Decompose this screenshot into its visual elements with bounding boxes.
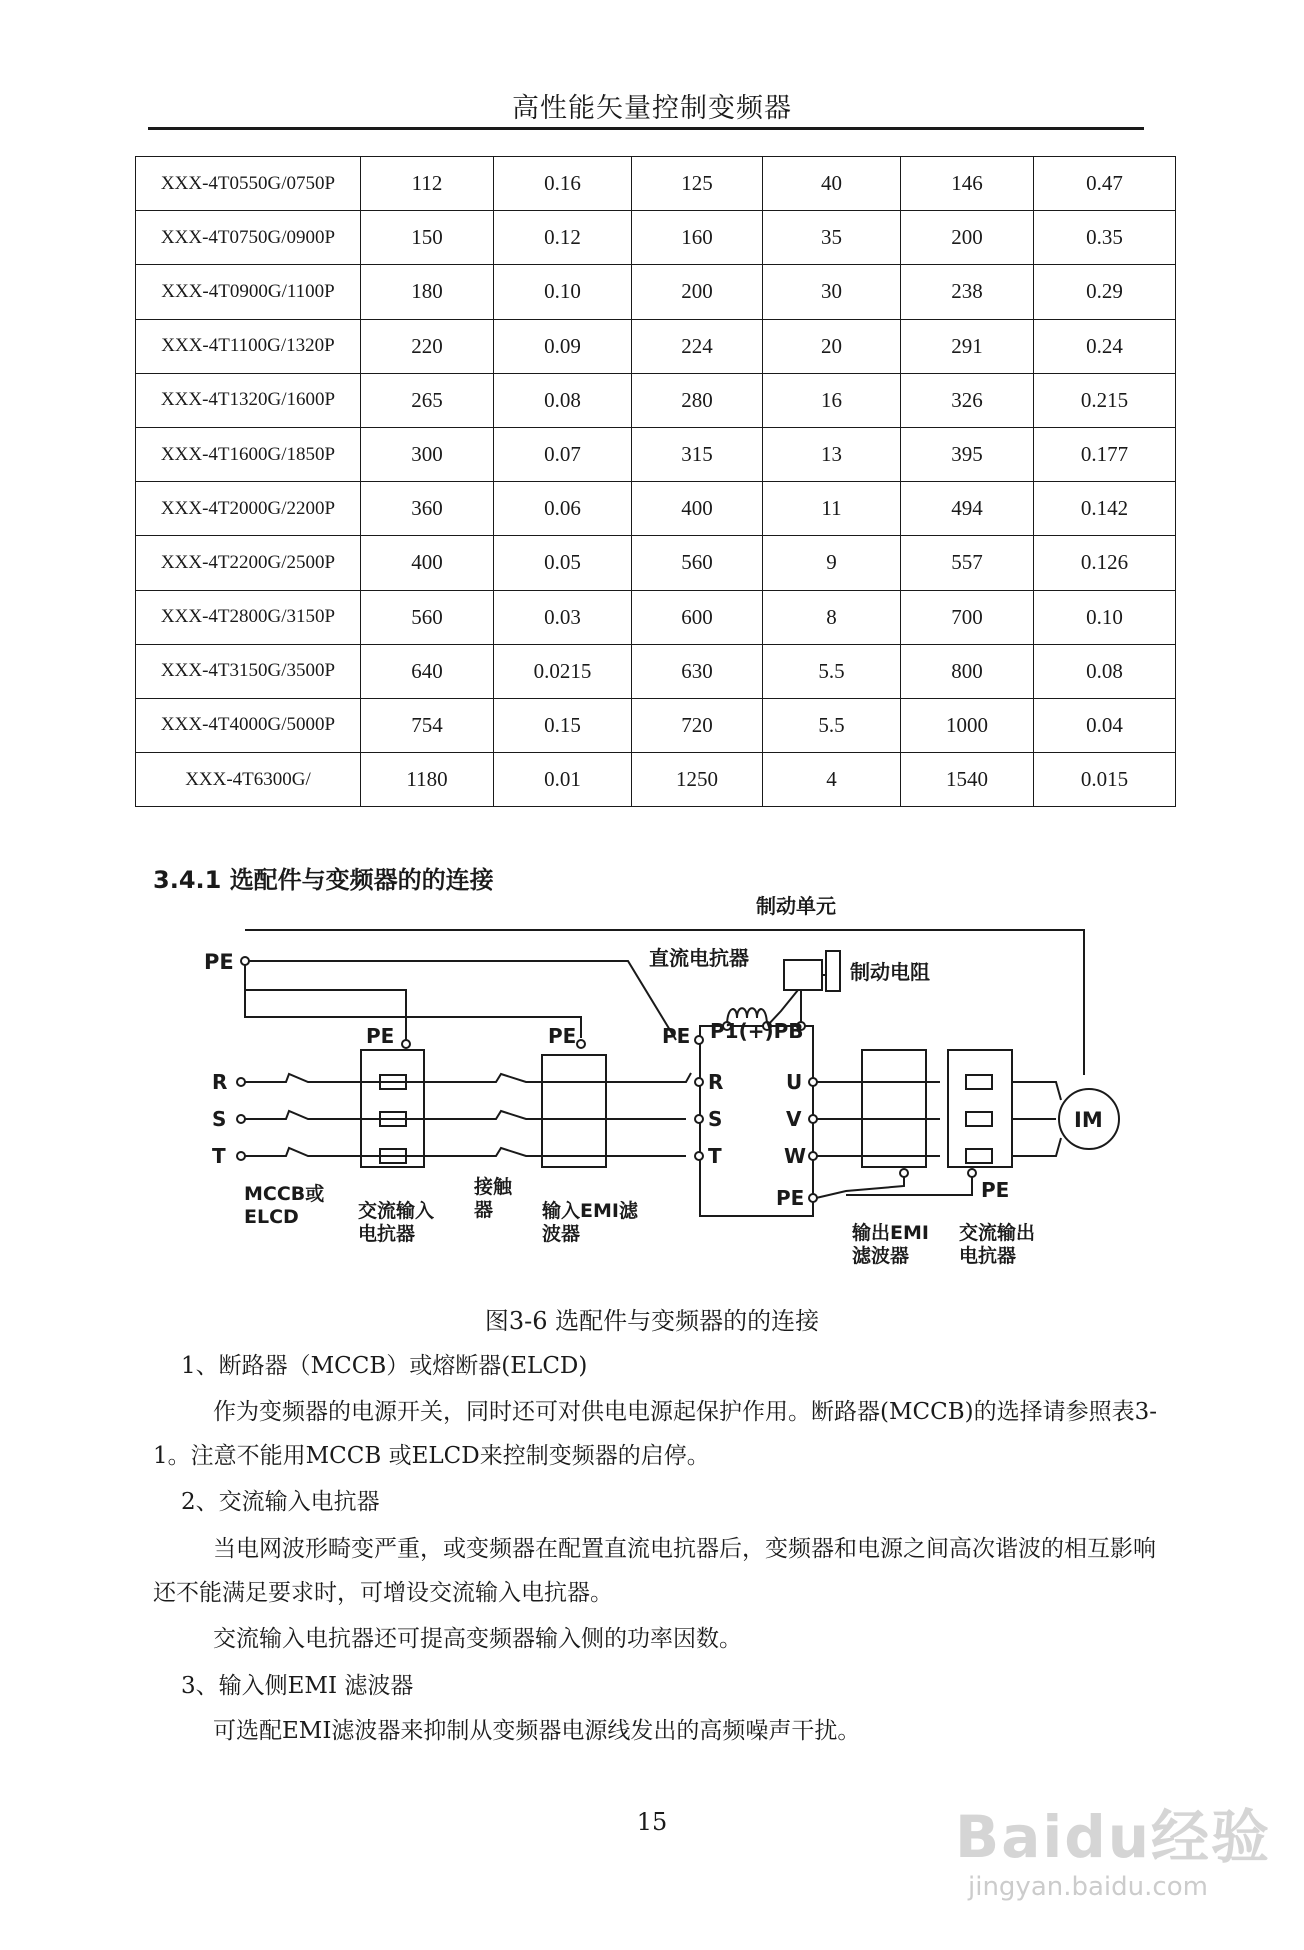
table-cell-value: 9 [763, 536, 901, 590]
brake-unit-box [784, 960, 822, 990]
label-pe-left: PE [204, 950, 234, 974]
table-row [136, 644, 1176, 698]
table-cell-value: 5.5 [763, 698, 901, 752]
table-cell-value: 112 [361, 157, 494, 211]
table-cell-value: 0.06 [494, 482, 632, 536]
table-cell-value: 600 [632, 590, 763, 644]
table-cell-model: XXX-4T2200G/2500P [136, 536, 361, 590]
label-brake-resistor: 制动电阻 [850, 960, 930, 984]
table-cell-value: 0.15 [494, 698, 632, 752]
table-cell-model: XXX-4T2000G/2200P [136, 482, 361, 536]
table-cell-value: 16 [763, 373, 901, 427]
table-row [136, 211, 1176, 265]
table-cell-value: 400 [632, 482, 763, 536]
label-pe-ac-in: PE [366, 1024, 395, 1048]
paragraph-ac-reactor-heading: 2、交流输入电抗器 [181, 1489, 380, 1515]
pe-ground-line-ac-in [245, 961, 581, 1038]
label-ac-in-2: 电抗器 [358, 1223, 416, 1245]
table-cell-value: 1180 [361, 753, 494, 807]
table-cell-value: 557 [901, 536, 1034, 590]
label-v: V [786, 1107, 802, 1131]
table-cell-model: XXX-4T1100G/1320P [136, 319, 361, 373]
table-cell-value: 200 [901, 211, 1034, 265]
ac-output-coil-2 [966, 1112, 992, 1126]
table-cell-value: 1540 [901, 753, 1034, 807]
table-cell-value: 0.215 [1034, 373, 1176, 427]
table-cell-value: 40 [763, 157, 901, 211]
header-rule [148, 127, 1144, 130]
table-cell-value: 0.015 [1034, 753, 1176, 807]
table-row [136, 753, 1176, 807]
label-s-inverter: S [708, 1107, 723, 1131]
label-p1-pb: P1(+)PB [710, 1019, 804, 1043]
label-dc-reactor: 直流电抗器 [649, 946, 749, 970]
table-cell-value: 700 [901, 590, 1034, 644]
label-contactor-1: 接触 [474, 1176, 513, 1198]
spec-table [135, 156, 1176, 807]
table-cell-value: 0.35 [1034, 211, 1176, 265]
label-pe-inverter-out: PE [776, 1186, 805, 1210]
table-cell-model: XXX-4T0550G/0750P [136, 157, 361, 211]
label-mccb-2: ELCD [244, 1206, 299, 1228]
table-cell-value: 400 [361, 536, 494, 590]
label-ac-in-1: 交流输入 [358, 1200, 435, 1222]
table-cell-value: 20 [763, 319, 901, 373]
table-row [136, 265, 1176, 319]
table-cell-value: 0.09 [494, 319, 632, 373]
label-r-inverter: R [708, 1070, 724, 1094]
table-cell-value: 360 [361, 482, 494, 536]
output-emi-filter-box [862, 1050, 926, 1167]
table-cell-value: 0.47 [1034, 157, 1176, 211]
table-cell-value: 0.08 [494, 373, 632, 427]
wire-s [241, 1111, 686, 1119]
table-cell-model: XXX-4T3150G/3500P [136, 644, 361, 698]
table-row [136, 319, 1176, 373]
table-cell-value: 11 [763, 482, 901, 536]
label-contactor-2: 器 [474, 1199, 494, 1221]
wire-t [241, 1148, 686, 1156]
ac-output-coil-1 [966, 1075, 992, 1089]
table-cell-value: 200 [632, 265, 763, 319]
label-brake-unit: 制动单元 [756, 895, 836, 918]
label-pe-output-reactor: PE [981, 1178, 1010, 1202]
table-cell-value: 0.16 [494, 157, 632, 211]
figure-caption: 图3-6 选配件与变频器的的连接 [484, 1307, 820, 1335]
label-emi-out-1: 输出EMI [852, 1222, 929, 1244]
paragraph-emi-heading: 3、输入侧EMI 滤波器 [181, 1673, 414, 1699]
table-cell-value: 146 [901, 157, 1034, 211]
table-cell-value: 0.29 [1034, 265, 1176, 319]
label-emi-in-1: 输入EMI滤 [542, 1200, 638, 1222]
wire-r [241, 1074, 686, 1082]
label-emi-out-2: 滤波器 [852, 1245, 910, 1267]
table-cell-value: 35 [763, 211, 901, 265]
wiring-diagram [196, 895, 1128, 1295]
table-cell-value: 640 [361, 644, 494, 698]
watermark-url: jingyan.baidu.com [968, 1872, 1208, 1902]
table-cell-value: 0.177 [1034, 427, 1176, 481]
label-ac-out-1: 交流输出 [959, 1222, 1036, 1244]
pe-ground-line-diag [245, 961, 676, 1040]
label-w: W [784, 1144, 807, 1168]
table-row [136, 427, 1176, 481]
label-ac-out-2: 电抗器 [959, 1245, 1017, 1267]
table-cell-model: XXX-4T0750G/0900P [136, 211, 361, 265]
table-cell-value: 0.10 [494, 265, 632, 319]
table-cell-value: 0.04 [1034, 698, 1176, 752]
table-row [136, 482, 1176, 536]
label-r-left: R [212, 1070, 228, 1094]
table-row [136, 590, 1176, 644]
table-cell-value: 560 [361, 590, 494, 644]
watermark-logo: Baidu经验 [955, 1803, 1272, 1871]
table-cell-value: 1250 [632, 753, 763, 807]
table-row [136, 373, 1176, 427]
page-header-title: 高性能矢量控制变频器 [512, 93, 792, 124]
table-cell-value: 0.07 [494, 427, 632, 481]
label-mccb-1: MCCB或 [244, 1183, 325, 1205]
label-t-inverter: T [708, 1144, 722, 1168]
page-number: 15 [636, 1808, 668, 1836]
label-motor: IM [1074, 1108, 1103, 1132]
table-cell-value: 326 [901, 373, 1034, 427]
table-cell-value: 754 [361, 698, 494, 752]
brake-resistor-box [826, 951, 840, 991]
table-cell-value: 150 [361, 211, 494, 265]
paragraph-emi-body: 可选配EMI滤波器来抑制从变频器电源线发出的高频噪声干扰。 [213, 1718, 861, 1744]
table-cell-value: 265 [361, 373, 494, 427]
table-cell-value: 1000 [901, 698, 1034, 752]
label-pe-emi-in: PE [548, 1024, 577, 1048]
table-cell-value: 0.01 [494, 753, 632, 807]
table-cell-value: 4 [763, 753, 901, 807]
table-cell-value: 291 [901, 319, 1034, 373]
table-cell-value: 280 [632, 373, 763, 427]
table-cell-value: 315 [632, 427, 763, 481]
table-cell-model: XXX-4T1600G/1850P [136, 427, 361, 481]
table-cell-value: 8 [763, 590, 901, 644]
table-cell-value: 5.5 [763, 644, 901, 698]
table-cell-value: 224 [632, 319, 763, 373]
table-cell-value: 180 [361, 265, 494, 319]
table-cell-value: 560 [632, 536, 763, 590]
table-cell-value: 720 [632, 698, 763, 752]
table-cell-value: 30 [763, 265, 901, 319]
table-cell-value: 0.03 [494, 590, 632, 644]
table-cell-value: 0.126 [1034, 536, 1176, 590]
table-cell-value: 13 [763, 427, 901, 481]
table-cell-value: 238 [901, 265, 1034, 319]
table-cell-value: 800 [901, 644, 1034, 698]
paragraph-mccb-body: 作为变频器的电源开关，同时还可对供电电源起保护作用。断路器(MCCB)的选择请参照表3-1。注意不能用MCCB 或ELCD来控制变频器的启停。 [153, 1399, 1157, 1469]
table-cell-model: XXX-4T0900G/1100P [136, 265, 361, 319]
label-u: U [786, 1070, 803, 1094]
table-cell-value: 220 [361, 319, 494, 373]
paragraph-ac-reactor-body: 当电网波形畸变严重，或变频器在配置直流电抗器后，变频器和电源之间高次谐波的相互影响还不能满足要求时，可增设交流输入电抗器。 [153, 1536, 1156, 1606]
ac-output-coil-3 [966, 1149, 992, 1163]
table-cell-model: XXX-4T1320G/1600P [136, 373, 361, 427]
table-cell-value: 0.10 [1034, 590, 1176, 644]
label-t-left: T [212, 1144, 226, 1168]
label-emi-in-2: 波器 [542, 1223, 581, 1245]
paragraph-power-factor: 交流输入电抗器还可提高变频器输入侧的功率因数。 [213, 1626, 742, 1652]
section-heading: 3.4.1 选配件与变频器的的连接 [153, 866, 494, 894]
input-emi-filter-box [542, 1055, 606, 1167]
table-row [136, 698, 1176, 752]
label-s-left: S [212, 1107, 227, 1131]
table-cell-value: 0.05 [494, 536, 632, 590]
table-cell-model: XXX-4T6300G/ [136, 753, 361, 807]
table-row [136, 157, 1176, 211]
table-cell-value: 300 [361, 427, 494, 481]
label-pe-inverter: PE [662, 1024, 691, 1048]
table-cell-value: 160 [632, 211, 763, 265]
table-cell-value: 0.24 [1034, 319, 1176, 373]
table-row [136, 536, 1176, 590]
table-cell-model: XXX-4T2800G/3150P [136, 590, 361, 644]
table-cell-value: 494 [901, 482, 1034, 536]
table-cell-value: 0.142 [1034, 482, 1176, 536]
table-cell-value: 0.08 [1034, 644, 1176, 698]
paragraph-mccb-heading: 1、断路器（MCCB）或熔断器(ELCD) [181, 1353, 588, 1379]
table-cell-value: 0.12 [494, 211, 632, 265]
table-cell-model: XXX-4T4000G/5000P [136, 698, 361, 752]
table-cell-value: 0.0215 [494, 644, 632, 698]
table-cell-value: 125 [632, 157, 763, 211]
table-cell-value: 395 [901, 427, 1034, 481]
table-cell-value: 630 [632, 644, 763, 698]
